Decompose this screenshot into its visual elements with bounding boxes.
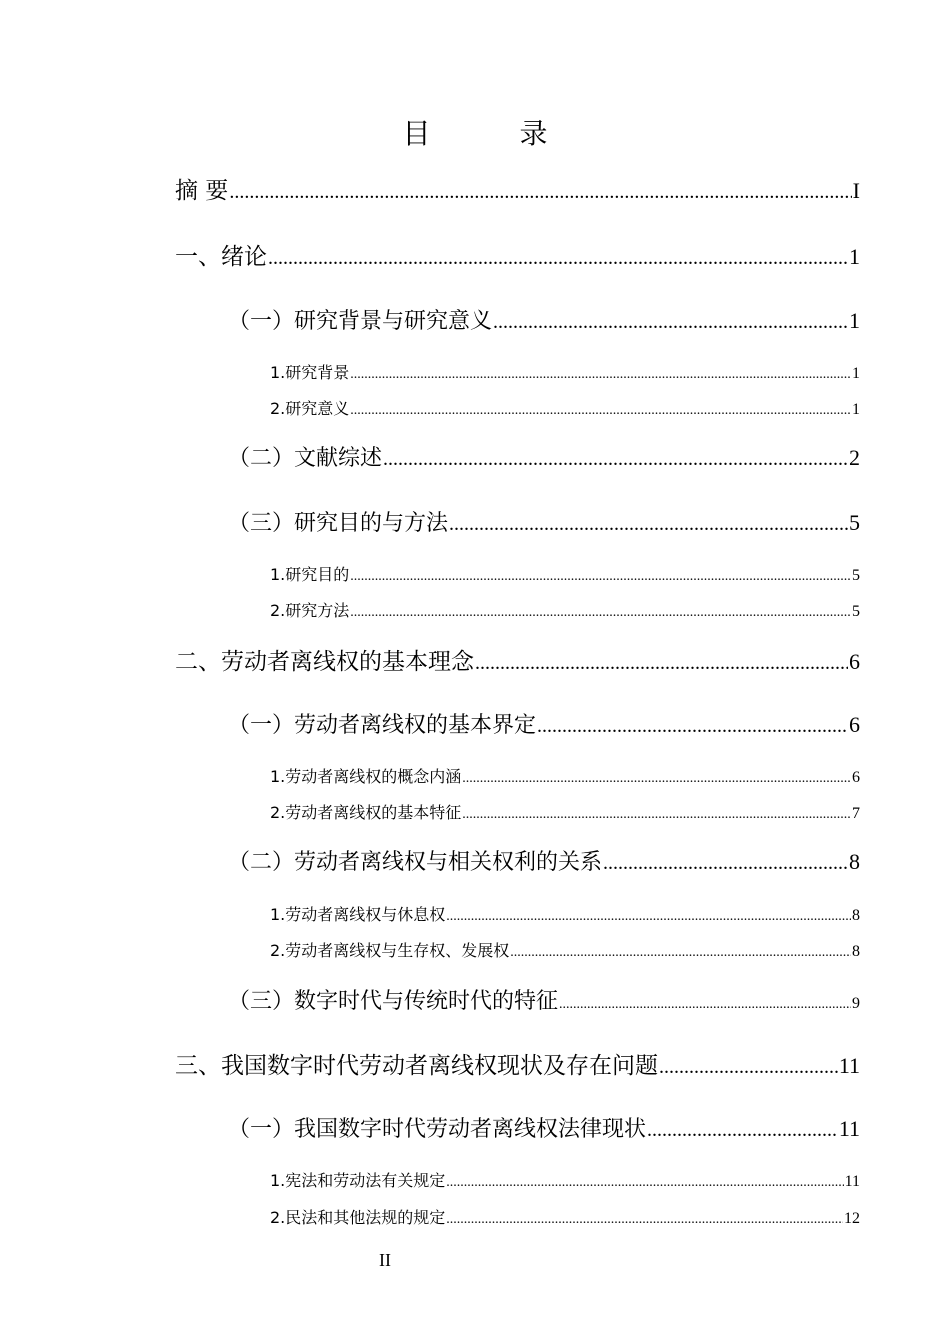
- footer-page-number: II: [379, 1250, 391, 1270]
- toc-entry[interactable]: [270, 764, 860, 787]
- toc-entry[interactable]: [270, 1168, 860, 1191]
- toc-entry[interactable]: [175, 1047, 860, 1080]
- toc-entry[interactable]: [228, 845, 860, 876]
- toc-entry[interactable]: [228, 441, 860, 472]
- toc-entry[interactable]: [175, 238, 860, 271]
- toc-entry-page: 6: [849, 649, 860, 674]
- toc-entry-label: 2.劳动者离线权的基本特征: [270, 803, 462, 822]
- toc-dot-leader: [350, 367, 851, 383]
- toc-entry-page: 1: [849, 308, 860, 333]
- toc-dot-leader: [229, 181, 851, 204]
- toc-entry-label: 1.研究目的: [270, 565, 350, 584]
- toc-entry-label: 1.劳动者离线权的概念内涵: [270, 767, 462, 786]
- toc-dot-leader: [493, 311, 848, 334]
- toc-dot-leader: [350, 569, 851, 585]
- toc-entry-label: 1.研究背景: [270, 363, 350, 382]
- toc-entry-page: 1: [852, 401, 860, 418]
- toc-entry-label: 2.研究方法: [270, 601, 350, 620]
- toc-entry-label: （一）研究背景与研究意义: [228, 309, 493, 334]
- toc-entry-page: I: [852, 178, 860, 203]
- toc-entry[interactable]: [175, 643, 860, 676]
- toc-entry-page: 6: [852, 769, 860, 786]
- toc-entry-label: 摘 要: [175, 178, 229, 204]
- toc-dot-leader: [475, 652, 848, 675]
- toc-entry-label: （一）我国数字时代劳动者离线权法律现状: [228, 1117, 647, 1142]
- toc-entry-page: 9: [852, 995, 860, 1012]
- toc-entry-label: 三、我国数字时代劳动者离线权现状及存在问题: [175, 1053, 658, 1079]
- toc-entry[interactable]: [270, 902, 860, 925]
- toc-entry[interactable]: [270, 598, 860, 621]
- toc-entry-page: 11: [838, 1116, 860, 1141]
- toc-entry[interactable]: [228, 984, 860, 1015]
- toc-entry-label: （一）劳动者离线权的基本界定: [228, 713, 537, 738]
- toc-entry[interactable]: [270, 938, 860, 961]
- toc-entry-page: 1: [852, 365, 860, 382]
- toc-dot-leader: [559, 997, 851, 1013]
- toc-entry[interactable]: [228, 506, 860, 537]
- toc-dot-leader: [383, 448, 848, 471]
- page-title: 目 录: [402, 117, 588, 150]
- toc-dot-leader: [462, 807, 851, 823]
- toc-entry-label: （二）劳动者离线权与相关权利的关系: [228, 850, 603, 875]
- toc-entry-page: 1: [849, 244, 860, 269]
- toc-dot-leader: [603, 852, 848, 875]
- toc-entry-label: （三）研究目的与方法: [228, 511, 449, 536]
- toc-entry-page: 6: [849, 712, 860, 737]
- toc-dot-leader: [446, 909, 851, 925]
- toc-dot-leader: [350, 605, 851, 621]
- toc-entry-label: （二）文献综述: [228, 446, 383, 471]
- toc-entry-label: 1.宪法和劳动法有关规定: [270, 1171, 446, 1190]
- toc-entry[interactable]: [270, 800, 860, 823]
- toc-entry-page: 12: [844, 1210, 860, 1227]
- toc-entry[interactable]: [228, 1112, 860, 1143]
- toc-entry[interactable]: [270, 1205, 860, 1228]
- toc-entry-page: 11: [838, 1053, 860, 1078]
- toc-entry-label: 一、绪论: [175, 244, 267, 270]
- toc-entry-page: 8: [852, 907, 860, 924]
- toc-entry[interactable]: [270, 396, 860, 419]
- toc-entry[interactable]: [270, 562, 860, 585]
- toc-entry-page: 5: [849, 510, 860, 535]
- toc-entry-page: 2: [849, 445, 860, 470]
- toc-entry-page: 5: [852, 567, 860, 584]
- toc-entry-page: 8: [849, 849, 860, 874]
- toc-entry-label: 1.劳动者离线权与休息权: [270, 905, 446, 924]
- toc-dot-leader: [446, 1175, 843, 1191]
- toc-entry-label: 2.民法和其他法规的规定: [270, 1208, 446, 1227]
- toc-entry-page: 8: [852, 943, 860, 960]
- toc-entry-label: （三）数字时代与传统时代的特征: [228, 989, 559, 1014]
- toc-entry-label: 二、劳动者离线权的基本理念: [175, 649, 474, 675]
- toc-dot-leader: [510, 945, 851, 961]
- toc-entry-page: 5: [852, 603, 860, 620]
- toc-entry-page: 7: [852, 805, 860, 822]
- toc-entry-page: 11: [844, 1173, 860, 1190]
- toc-entry[interactable]: [228, 304, 860, 335]
- toc-entry[interactable]: [270, 360, 860, 383]
- toc-dot-leader: [268, 247, 848, 270]
- toc-dot-leader: [462, 771, 851, 787]
- toc-dot-leader: [446, 1212, 843, 1228]
- toc-entry-label: 2.劳动者离线权与生存权、发展权: [270, 941, 510, 960]
- toc-entry[interactable]: [175, 172, 860, 205]
- toc-dot-leader: [659, 1056, 838, 1079]
- toc-dot-leader: [350, 403, 851, 419]
- toc-dot-leader: [647, 1119, 838, 1142]
- toc-dot-leader: [537, 715, 848, 738]
- toc-entry[interactable]: [228, 708, 860, 739]
- toc-entry-label: 2.研究意义: [270, 399, 350, 418]
- toc-dot-leader: [449, 513, 848, 536]
